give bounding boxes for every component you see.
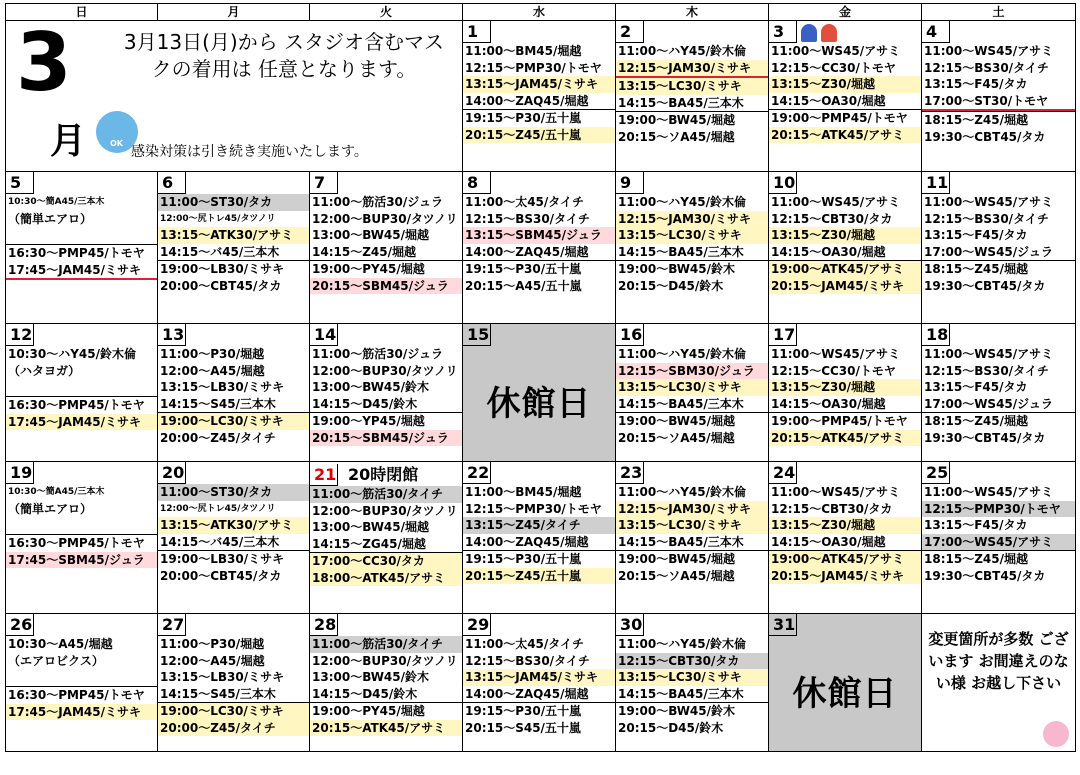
day-cell — [922, 462, 1076, 614]
mask-ok-label: OK — [110, 139, 123, 148]
schedule-entry: 11:00〜P30/堀越 — [160, 637, 265, 651]
schedule-entry: 12:15〜BS30/タイチ — [924, 60, 1049, 75]
schedule-entry: 20:15〜Z45/五十嵐 — [463, 568, 615, 585]
schedule-entry: 20:15〜ATK45/アサミ — [769, 127, 921, 144]
schedule-entry: 14:15〜D45/鈴木 — [312, 686, 418, 701]
schedule-entry: 12:00〜尻トレ45/タツノリ — [160, 503, 276, 514]
schedule-entry: 11:00〜太45/タイチ — [465, 637, 585, 651]
schedule-entry: 11:00〜ハY45/鈴木倫 — [618, 347, 746, 361]
day-cell — [6, 172, 158, 324]
schedule-entry: 16:30〜PMP45/トモヤ — [6, 396, 157, 414]
calendar — [5, 3, 1075, 752]
day-number: 30 — [616, 614, 644, 636]
schedule-entry: 12:00〜A45/堀越 — [160, 363, 265, 378]
hina-doll-icon — [801, 24, 817, 42]
schedule-entry: 12:15〜CC30/トモヤ — [771, 363, 896, 378]
schedule-entry: 20:00〜CBT45/タカ — [160, 568, 282, 583]
day-number: 25 — [922, 462, 950, 484]
schedule-entry: 20:15〜D45/鈴木 — [618, 278, 724, 293]
schedule-entry: 11:00〜BM45/堀越 — [465, 44, 582, 58]
schedule-entry: 17:45〜SBM45/ジュラ — [6, 552, 157, 569]
schedule-entry: 13:15〜Z30/堀越 — [769, 517, 921, 534]
day-number: 3 — [769, 21, 797, 43]
schedule-entry: 11:00〜WS45/アサミ — [771, 485, 901, 499]
day-cell — [463, 462, 616, 614]
weekday-fri: 金 — [769, 4, 922, 21]
mask-notice: 3月13日(月)から スタジオ含むマスクの着用は 任意となります。 — [123, 30, 445, 81]
schedule-entry: 20:15〜ソA45/堀越 — [618, 568, 735, 583]
schedule-entry: 12:00〜A45/堀越 — [160, 653, 265, 668]
schedule-entry: 16:30〜PMP45/トモヤ — [6, 686, 157, 704]
schedule-entry: 20:15〜JAM45/ミサキ — [769, 278, 921, 295]
schedule-entry: 10:30〜簡A45/三本木 — [8, 487, 105, 497]
schedule-entry: 20:15〜ATK45/アサミ — [310, 720, 462, 737]
closed-label: 休館日 — [792, 674, 898, 714]
day-cell — [463, 324, 616, 462]
schedule-entry: 19:00〜LB30/ミサキ — [158, 260, 309, 278]
schedule-entry: 14:15〜OA30/堀越 — [771, 396, 886, 411]
schedule-entry: 13:15〜F45/タカ — [924, 518, 1028, 532]
day-cell — [922, 324, 1076, 462]
day-cell — [463, 172, 616, 324]
day-cell — [922, 614, 1076, 752]
day-number: 20 — [158, 462, 186, 484]
schedule-entry: 16:30〜PMP45/トモヤ — [6, 244, 157, 262]
schedule-entry: 12:15〜PMP30/トモヤ — [465, 501, 602, 516]
weekday-sat: 土 — [922, 4, 1076, 21]
month-kanji: 月 — [50, 121, 87, 162]
day-cell — [769, 462, 922, 614]
day-cell — [6, 462, 158, 614]
schedule-entry: 13:15〜F45/タカ — [924, 77, 1028, 91]
day-number: 4 — [922, 21, 950, 43]
schedule-entry: 13:15〜LC30/ミサキ — [616, 78, 768, 95]
day-cell — [769, 614, 922, 752]
schedule-entry: （ハタヨガ） — [8, 363, 81, 378]
day-number: 7 — [310, 172, 338, 194]
schedule-entry: 19:00〜PY45/堀越 — [310, 702, 462, 720]
schedule-entry: 11:00〜WS45/アサミ — [924, 44, 1054, 58]
schedule-entry: 11:00〜WS45/アサミ — [771, 195, 901, 209]
schedule-entry: 13:15〜SBM45/ジュラ — [463, 227, 615, 244]
day-number: 13 — [158, 324, 186, 346]
schedule-entry: 20:15〜A45/五十嵐 — [465, 278, 582, 293]
day-number: 27 — [158, 614, 186, 636]
schedule-entry: 18:15〜Z45/堀越 — [922, 260, 1075, 278]
schedule-entry: 13:00〜BW45/鈴木 — [312, 380, 430, 394]
schedule-entry: 11:00〜ハY45/鈴木倫 — [618, 44, 746, 58]
day-cell — [769, 21, 922, 172]
month-title — [6, 21, 462, 171]
day-number: 17 — [769, 324, 797, 346]
schedule-entry: 19:30〜CBT45/タカ — [924, 568, 1046, 583]
schedule-entry: 11:00〜太45/タイチ — [465, 195, 585, 209]
schedule-entry: 13:00〜BW45/鈴木 — [312, 670, 430, 684]
schedule-entry: 13:15〜F45/タカ — [924, 380, 1028, 394]
schedule-entry: 12:00〜BUP30/タツノリ — [312, 211, 458, 226]
day-number: 15 — [463, 324, 491, 346]
schedule-entry: 17:00〜CC30/タカ — [310, 552, 462, 570]
schedule-entry: 11:00〜ハY45/鈴木倫 — [618, 195, 746, 209]
schedule-entry: 13:00〜BW45/堀越 — [312, 520, 430, 534]
day-cell — [922, 172, 1076, 324]
schedule-table — [5, 3, 1076, 752]
schedule-entry: 20:00〜Z45/タイチ — [158, 720, 309, 737]
schedule-entry: 19:00〜BW45/鈴木 — [616, 260, 768, 278]
day-cell — [158, 172, 310, 324]
schedule-entry: 11:00〜WS45/アサミ — [771, 347, 901, 361]
schedule-entry: 12:15〜BS30/タイチ — [465, 211, 590, 226]
schedule-entry: 14:00〜ZAQ45/堀越 — [465, 534, 589, 549]
schedule-entry: 14:15〜BA45/三本木 — [618, 244, 744, 259]
schedule-entry: 11:00〜筋活30/ジュラ — [312, 195, 444, 209]
schedule-entry: 13:15〜F45/タカ — [924, 228, 1028, 242]
day-cell — [616, 462, 769, 614]
schedule-entry: 19:00〜ATK45/アサミ — [769, 550, 921, 568]
infection-note: 感染対策は引き続き実施いたします。 — [131, 144, 368, 160]
schedule-entry: 19:00〜BW45/鈴木 — [616, 702, 768, 720]
schedule-entry: 12:15〜CBT30/タカ — [771, 211, 893, 226]
schedule-entry: 14:00〜ZAQ45/堀越 — [465, 93, 589, 108]
schedule-entry: 13:15〜Z45/タイチ — [463, 517, 615, 534]
day-cell — [616, 21, 769, 172]
schedule-entry: 20:15〜ATK45/アサミ — [769, 430, 921, 447]
schedule-entry: 20:15〜JAM45/ミサキ — [769, 568, 921, 585]
schedule-entry: 14:00〜ZAQ45/堀越 — [465, 686, 589, 701]
schedule-entry: 14:15〜OA30/堀越 — [771, 534, 886, 549]
schedule-entry: 19:00〜LB30/ミサキ — [158, 550, 309, 568]
weekday-tue: 火 — [310, 4, 463, 21]
schedule-entry: 13:00〜BW45/堀越 — [312, 228, 430, 242]
schedule-entry: 18:00〜ATK45/アサミ — [310, 570, 462, 587]
schedule-entry: 14:15〜Z45/堀越 — [312, 244, 416, 259]
day-number: 31 — [769, 614, 797, 636]
schedule-entry: 10:30〜ハY45/鈴木倫 — [8, 347, 136, 361]
day-number: 14 — [310, 324, 338, 346]
hina-doll-icon — [821, 24, 837, 42]
schedule-entry: 19:00〜PMP45/トモヤ — [769, 109, 921, 127]
schedule-entry: 17:00〜WS45/ジュラ — [924, 396, 1053, 411]
weekday-header-row — [6, 4, 1076, 21]
day-number: 28 — [310, 614, 338, 636]
day-cell — [769, 324, 922, 462]
schedule-entry: 13:15〜LC30/ミサキ — [616, 517, 768, 534]
day-cell — [616, 324, 769, 462]
schedule-entry: 11:00〜WS45/アサミ — [924, 195, 1054, 209]
schedule-entry: 19:15〜P30/五十嵐 — [463, 550, 615, 568]
schedule-entry: 11:00〜WS45/アサミ — [924, 347, 1054, 361]
schedule-entry: 12:00〜BUP30/タツノリ — [312, 653, 458, 668]
schedule-entry: 19:15〜P30/五十嵐 — [463, 260, 615, 278]
schedule-entry: 20:15〜ソA45/堀越 — [618, 430, 735, 445]
day-cell — [769, 172, 922, 324]
week-row — [6, 462, 1076, 614]
schedule-entry: 20:15〜ソA45/堀越 — [618, 129, 735, 144]
day-cell — [6, 324, 158, 462]
day-number: 18 — [922, 324, 950, 346]
schedule-entry: （エアロビクス） — [8, 653, 104, 668]
schedule-entry: 12:15〜BS30/タイチ — [924, 363, 1049, 378]
weekday-sun: 日 — [6, 4, 158, 21]
schedule-entry: 12:15〜CBT30/タカ — [771, 501, 893, 516]
schedule-entry: 13:15〜Z30/堀越 — [769, 227, 921, 244]
schedule-entry: 17:00〜WS45/ジュラ — [924, 244, 1053, 259]
day-number: 1 — [463, 21, 491, 43]
schedule-entry: 13:15〜ATK30/アサミ — [158, 517, 309, 534]
weekday-mon: 月 — [158, 4, 310, 21]
schedule-entry: 11:00〜ハY45/鈴木倫 — [618, 637, 746, 651]
schedule-entry: 12:00〜BUP30/タツノリ — [312, 503, 458, 518]
schedule-entry: 19:30〜CBT45/タカ — [924, 129, 1046, 144]
schedule-entry: 19:00〜PY45/堀越 — [310, 260, 462, 278]
day-number: 11 — [922, 172, 950, 194]
day-number: 8 — [463, 172, 491, 194]
day-number: 21 — [310, 464, 338, 486]
schedule-entry: 19:30〜CBT45/タカ — [924, 278, 1046, 293]
day-cell — [463, 21, 616, 172]
schedule-entry: 13:15〜LB30/ミサキ — [160, 380, 285, 394]
schedule-entry: 20:15〜S45/五十嵐 — [465, 720, 581, 735]
day-cell — [158, 614, 310, 752]
schedule-entry: 14:00〜ZAQ45/堀越 — [465, 244, 589, 259]
schedule-entry: 11:00〜ST30/タカ — [158, 194, 309, 211]
schedule-entry: 11:00〜WS45/アサミ — [771, 44, 901, 58]
schedule-entry: 14:15〜ZG45/堀越 — [312, 536, 426, 551]
schedule-entry: 17:00〜WS45/アサミ — [922, 534, 1075, 551]
day-cell — [158, 462, 310, 614]
week-row — [6, 614, 1076, 752]
schedule-entry: 14:15〜D45/鈴木 — [312, 396, 418, 411]
day-cell — [310, 172, 463, 324]
schedule-entry: 14:15〜S45/三本木 — [160, 396, 276, 411]
day-cell — [922, 21, 1076, 172]
schedule-entry: 13:15〜Z30/堀越 — [769, 76, 921, 93]
schedule-entry: 17:45〜JAM45/ミサキ — [6, 262, 157, 281]
schedule-entry: 11:00〜BM45/堀越 — [465, 485, 582, 499]
day-cell — [310, 614, 463, 752]
day-cell — [463, 614, 616, 752]
schedule-entry: 19:00〜YP45/堀越 — [310, 412, 462, 430]
schedule-entry: 17:00〜ST30/トモヤ — [922, 93, 1075, 112]
schedule-entry: 12:15〜BS30/タイチ — [924, 211, 1049, 226]
week-row — [6, 21, 1076, 172]
schedule-entry: 14:15〜BA45/三本木 — [618, 396, 744, 411]
schedule-entry: 19:00〜BW45/堀越 — [616, 550, 768, 568]
schedule-entry: 19:00〜ATK45/アサミ — [769, 260, 921, 278]
schedule-entry: 11:00〜ST30/タカ — [158, 484, 309, 501]
schedule-entry: 20:15〜SBM45/ジュラ — [310, 430, 462, 447]
schedule-entry: 19:30〜CBT45/タカ — [924, 430, 1046, 445]
day-number: 29 — [463, 614, 491, 636]
schedule-entry: 20:15〜SBM45/ジュラ — [310, 278, 462, 295]
schedule-entry: 13:15〜JAM45/ミサキ — [463, 669, 615, 686]
week-row — [6, 324, 1076, 462]
schedule-entry: 14:15〜OA30/堀越 — [771, 93, 886, 108]
schedule-entry: 14:15〜OA30/堀越 — [771, 244, 886, 259]
title-cell — [6, 21, 463, 172]
day-number: 5 — [6, 172, 34, 194]
day-number: 16 — [616, 324, 644, 346]
schedule-entry: 20:00〜CBT45/タカ — [160, 278, 282, 293]
day-number: 9 — [616, 172, 644, 194]
schedule-entry: 17:45〜JAM45/ミサキ — [6, 414, 157, 431]
day-number: 26 — [6, 614, 34, 636]
flower-icon — [1043, 721, 1069, 747]
schedule-entry: 12:15〜PMP30/トモヤ — [922, 501, 1075, 518]
day-number: 23 — [616, 462, 644, 484]
schedule-entry: 18:15〜Z45/堀越 — [922, 111, 1075, 129]
schedule-entry: 12:15〜JAM30/ミサキ — [616, 211, 768, 228]
schedule-entry: 12:00〜尻トレ45/タツノリ — [160, 213, 276, 224]
day-number: 19 — [6, 462, 34, 484]
schedule-entry: 19:00〜BW45/堀越 — [616, 412, 768, 430]
day-number: 10 — [769, 172, 797, 194]
schedule-entry: 13:15〜JAM45/ミサキ — [463, 76, 615, 93]
schedule-entry: 14:15〜BA45/三本木 — [618, 95, 744, 110]
month-number: 3 — [16, 20, 72, 109]
schedule-entry: 13:15〜LC30/ミサキ — [616, 227, 768, 244]
schedule-entry: 19:00〜LC30/ミサキ — [158, 412, 309, 430]
day-cell — [6, 614, 158, 752]
weekday-thu: 木 — [616, 4, 769, 21]
week-row — [6, 172, 1076, 324]
schedule-entry: 19:00〜BW45/堀越 — [616, 111, 768, 129]
schedule-entry: 14:15〜バ45/三本木 — [160, 244, 280, 259]
day-cell — [310, 462, 463, 614]
schedule-entry: 11:00〜P30/堀越 — [160, 347, 265, 361]
schedule-entry: 11:00〜WS45/アサミ — [924, 485, 1054, 499]
schedule-entry: 19:15〜P30/五十嵐 — [463, 702, 615, 720]
early-close-note: 20時閉館 — [348, 465, 419, 484]
day-number: 2 — [616, 21, 644, 43]
schedule-entry: 10:30〜簡A45/三本木 — [8, 197, 105, 207]
schedule-entry: 19:00〜LC30/ミサキ — [158, 702, 309, 720]
change-note: 変更箇所が多数 ございます お間違えのない様 お越し下さい — [928, 630, 1069, 692]
schedule-entry: 19:15〜P30/五十嵐 — [463, 109, 615, 127]
schedule-entry: 11:00〜筋活30/ジュラ — [312, 347, 444, 361]
schedule-entry: 13:15〜LC30/ミサキ — [616, 379, 768, 396]
schedule-entry: 13:15〜LC30/ミサキ — [616, 669, 768, 686]
day-cell — [616, 172, 769, 324]
schedule-entry: 10:30〜A45/堀越 — [8, 637, 113, 651]
schedule-entry: 11:00〜筋活30/タイチ — [310, 486, 462, 503]
day-number: 24 — [769, 462, 797, 484]
schedule-entry: 12:15〜JAM30/ミサキ — [616, 60, 768, 79]
schedule-entry: 17:45〜JAM45/ミサキ — [6, 704, 157, 721]
schedule-entry: 16:30〜PMP45/トモヤ — [6, 534, 157, 552]
schedule-entry: 12:15〜JAM30/ミサキ — [616, 501, 768, 518]
schedule-entry: 14:15〜BA45/三本木 — [618, 686, 744, 701]
closed-label: 休館日 — [486, 384, 592, 424]
schedule-entry: 12:15〜CBT30/タカ — [616, 653, 768, 670]
schedule-entry: 14:15〜S45/三本木 — [160, 686, 276, 701]
weekday-wed: 水 — [463, 4, 616, 21]
schedule-entry: 14:15〜バ45/三本木 — [160, 534, 280, 549]
day-cell — [616, 614, 769, 752]
schedule-entry: 20:15〜Z45/五十嵐 — [463, 127, 615, 144]
schedule-entry: 13:15〜LB30/ミサキ — [160, 670, 285, 684]
schedule-entry: 13:15〜ATK30/アサミ — [158, 227, 309, 244]
schedule-entry: 11:00〜ハY45/鈴木倫 — [618, 485, 746, 499]
schedule-entry: 12:15〜SBM30/ジュラ — [616, 363, 768, 380]
schedule-entry: 12:15〜PMP30/トモヤ — [465, 60, 602, 75]
schedule-entry: 14:15〜BA45/三本木 — [618, 534, 744, 549]
schedule-entry: 20:15〜D45/鈴木 — [618, 720, 724, 735]
day-cell — [158, 324, 310, 462]
schedule-entry: 12:15〜BS30/タイチ — [465, 653, 590, 668]
schedule-entry: 11:00〜筋活30/タイチ — [310, 636, 462, 653]
schedule-entry: 13:15〜Z30/堀越 — [769, 379, 921, 396]
schedule-entry: 12:15〜CC30/トモヤ — [771, 60, 896, 75]
schedule-entry: 20:00〜Z45/タイチ — [160, 430, 276, 445]
day-cell — [310, 324, 463, 462]
day-number: 12 — [6, 324, 34, 346]
schedule-entry: 18:15〜Z45/堀越 — [922, 550, 1075, 568]
schedule-entry: （簡単エアロ） — [8, 501, 93, 516]
day-number: 6 — [158, 172, 186, 194]
day-number: 22 — [463, 462, 491, 484]
schedule-entry: 12:00〜BUP30/タツノリ — [312, 363, 458, 378]
schedule-entry: 19:00〜PMP45/トモヤ — [769, 412, 921, 430]
schedule-entry: （簡単エアロ） — [8, 211, 93, 226]
schedule-entry: 18:15〜Z45/堀越 — [922, 412, 1075, 430]
